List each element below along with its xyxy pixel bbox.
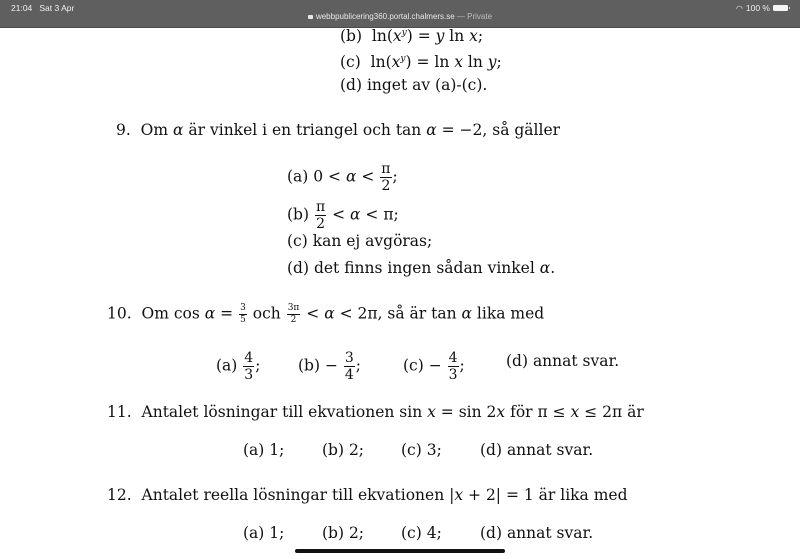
- document: [0, 28, 800, 559]
- q12-question: 12. Antalet reella lösningar till ekvationen |x + 2| = 1 är lika med: [107, 486, 628, 504]
- q9-option-c: (c) kan ej avgöras;: [287, 232, 433, 250]
- battery-percent: 100 %: [745, 3, 770, 13]
- q11-option-d: (d) annat svar.: [480, 441, 594, 459]
- q8-option-d: (d) inget av (a)-(c).: [340, 76, 488, 94]
- q9-option-a: (a) 0 < α < $\frac{\pi}{2}$ ;: [287, 161, 398, 194]
- q9-option-b: (b) $\frac{\pi}{2}$ < α < π;: [287, 199, 399, 232]
- q10-option-c: (c) − $\frac{4}{3}$ ;: [403, 350, 465, 383]
- q12-option-b: (b) 2;: [322, 524, 365, 542]
- private-label: — Private: [456, 12, 493, 21]
- url-bar[interactable]: [0, 12, 800, 21]
- q10-question: 10. Om cos α = $\frac{3}{5}$ och $\frac{3\pi}{2}$ < α < 2π, så är tan α lika med: [107, 303, 545, 325]
- url-domain: webbpublicering360.portal.chalmers.se: [315, 12, 455, 21]
- q10-option-d: (d) annat svar.: [506, 352, 620, 370]
- q11-option-b: (b) 2;: [322, 441, 365, 459]
- status-bar: [0, 0, 800, 28]
- q12-option-c: (c) 4;: [401, 524, 442, 542]
- q12-option-a: (a) 1;: [243, 524, 285, 542]
- q11-option-c: (c) 3;: [401, 441, 442, 459]
- q9-question: 9. Om α är vinkel i en triangel och tan α = −2, så gäller: [116, 121, 561, 139]
- status-time: 21:04 Sat 3 Apr: [11, 3, 75, 13]
- q10-option-b: (b) − $\frac{3}{4}$ ;: [298, 350, 362, 383]
- q9-option-d: (d) det finns ingen sådan vinkel α.: [287, 259, 556, 277]
- q8-option-c: (c) $\ln(x^y) = \ln x$ ln y;: [340, 53, 502, 72]
- wifi-icon: ◠: [735, 3, 743, 13]
- q11-option-a: (a) 1;: [243, 441, 285, 459]
- home-indicator[interactable]: [295, 549, 505, 553]
- q12-option-d: (d) annat svar.: [480, 524, 594, 542]
- battery-icon: [773, 5, 788, 11]
- lock-icon: [308, 15, 313, 19]
- q8-option-b: (b) $\ln(x^y) = y$ ln x;: [340, 28, 484, 46]
- q10-option-a: (a) $\frac{4}{3}$ ;: [216, 350, 261, 383]
- q11-question: 11. Antalet lösningar till ekvationen sin x = sin 2x för π ≤ x ≤ 2π är: [107, 403, 644, 421]
